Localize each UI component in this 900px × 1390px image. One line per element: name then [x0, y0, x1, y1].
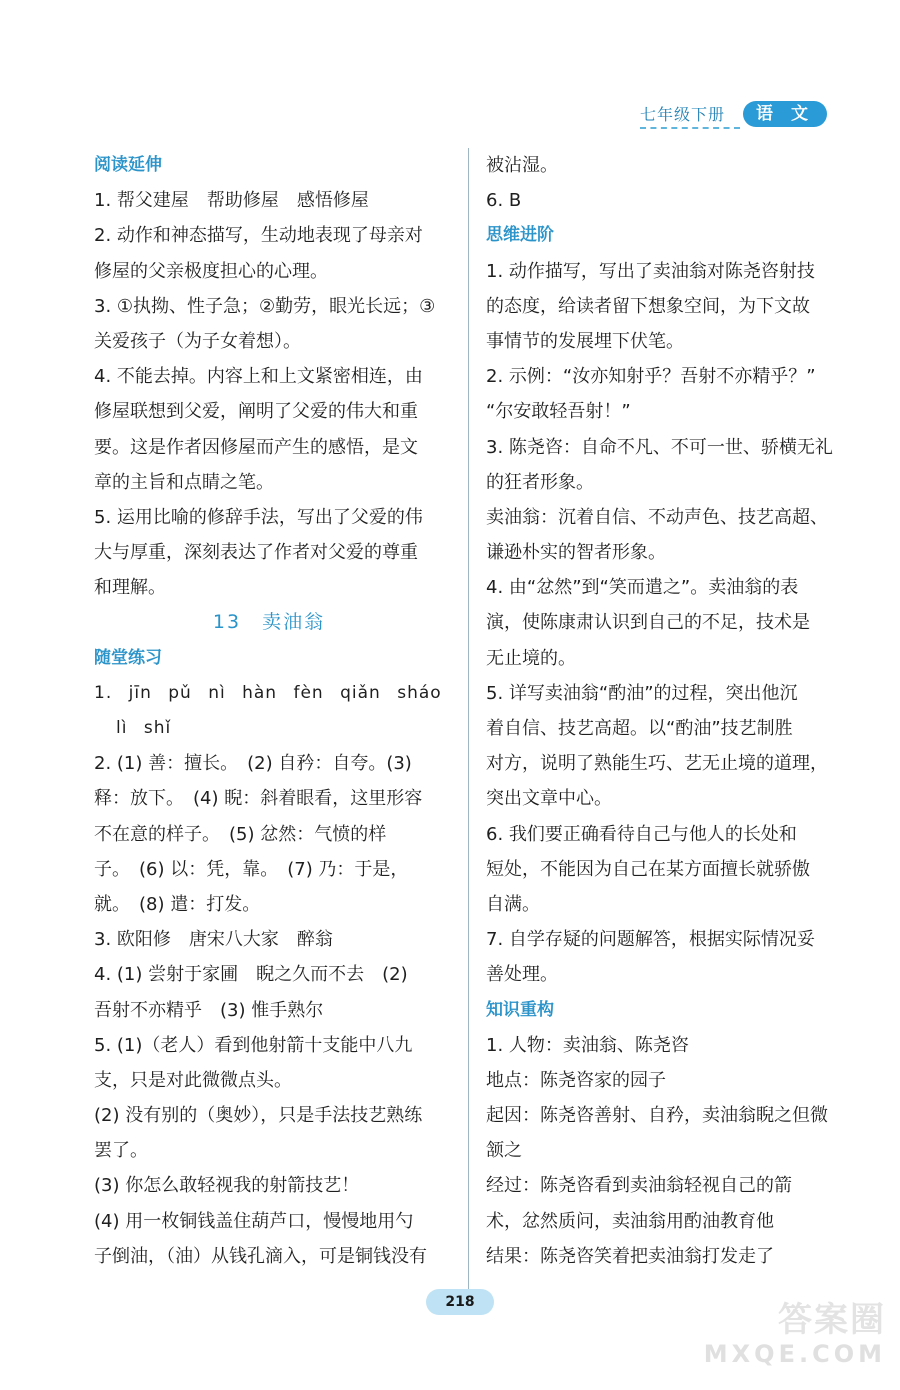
answer-line: 和理解。 [94, 577, 166, 599]
answer-line: 事情节的发展埋下伏笔。 [486, 330, 684, 352]
answer-line: 子倒油，（油）从钱孔滴入，可是铜钱没有 [94, 1245, 427, 1267]
watermark-url: MXQE.COM [703, 1340, 886, 1368]
answer-line: 2. (1) 善：擅长。 (2) 自矜：自夸。(3) [94, 753, 412, 775]
answer-line: 不在意的样子。 (5) 忿然：气愤的样 [94, 823, 387, 845]
knowledge-answers [486, 1028, 836, 1274]
answer-line: (2) 没有别的（奥妙），只是手法技艺熟练 [94, 1105, 423, 1127]
section-heading-knowledge: 知识重构 [486, 999, 554, 1020]
answer-line: 自满。 [486, 893, 540, 915]
answer-line: 5. 运用比喻的修辞手法，写出了父爱的伟 [94, 506, 423, 528]
continued-answers [486, 148, 836, 218]
answer-line: 修屋的父亲极度担心的心理。 [94, 260, 328, 282]
answer-line: 4. (1) 尝射于家圃 睨之久而不去 (2) [94, 964, 408, 986]
answer-line: 3. 陈尧咨：自命不凡、不可一世、骄横无礼 [486, 436, 833, 458]
answer-line: 经过：陈尧咨看到卖油翁轻视自己的箭 [486, 1175, 792, 1197]
answer-line: 罢了。 [94, 1140, 148, 1162]
answer-line: 术，忿然质问，卖油翁用酌油教育他 [486, 1210, 774, 1232]
answer-line: 7. 自学存疑的问题解答，根据实际情况妥 [486, 929, 815, 951]
answer-line: 5. (1)（老人）看到他射箭十支能中八九 [94, 1034, 413, 1056]
answer-line: 3. 欧阳修 唐宋八大家 醉翁 [94, 929, 333, 951]
answer-line: 颔之 [486, 1140, 522, 1162]
answer-line: 关爱孩子（为子女着想）。 [94, 330, 301, 352]
answer-line: 3. ①执拗、性子急；②勤劳，眼光长远；③ [94, 295, 436, 317]
answer-line: 谦逊朴实的智者形象。 [486, 542, 666, 564]
section-heading-practice: 随堂练习 [94, 647, 162, 668]
answer-line: 修屋联想到父爱，阐明了父爱的伟大和重 [94, 401, 418, 423]
answer-line: 2. 示例：“汝亦知射乎？吾射不亦精乎？” [486, 366, 816, 388]
answer-line: 1. 人物：卖油翁、陈尧咨 [486, 1034, 689, 1056]
answer-line: 的狂者形象。 [486, 471, 594, 493]
answer-line: 善处理。 [486, 964, 558, 986]
practice-answers [94, 746, 444, 1274]
answer-line: 着自信、技艺高超。以“酌油”技艺制胜 [486, 718, 793, 739]
answer-line: (3) 你怎么敢轻视我的射箭技艺！ [94, 1175, 360, 1197]
watermark-logo [704, 1300, 886, 1368]
answer-line: 1. 帮父建屋 帮助修屋 感悟修屋 [94, 190, 369, 212]
answer-line: 地点：陈尧咨家的园子 [486, 1069, 666, 1091]
answer-line: 章的主旨和点睛之笔。 [94, 471, 274, 493]
answer-line: “尔安敢轻吾射！” [486, 401, 631, 423]
answer-line: 大与厚重，深刻表达了作者对父爱的尊重 [94, 542, 418, 564]
answer-line: 演，使陈康肃认识到自己的不足，技术是 [486, 612, 810, 634]
answer-line: 4. 由“忿然”到“笑而遣之”。卖油翁的表 [486, 577, 799, 599]
thinking-answers [486, 254, 836, 993]
answer-line: 吾射不亦精乎 (3) 惟手熟尔 [94, 999, 324, 1021]
answer-line: 起因：陈尧咨善射、自矜，卖油翁睨之但微 [486, 1105, 828, 1127]
right-column [486, 148, 836, 1274]
answer-line: 6. 我们要正确看待自己与他人的长处和 [486, 823, 797, 845]
answer-line: 6. B [486, 190, 522, 212]
subject-badge: 语 文 [743, 101, 827, 127]
header-dash-divider [640, 127, 740, 129]
pinyin-answer-line: lì shǐ [116, 718, 172, 738]
answer-line: 卖油翁：沉着自信、不动声色、技艺高超、 [486, 506, 828, 528]
pinyin-answer-line: 1. jīn pǔ nì hàn fèn qiǎn sháo [94, 682, 442, 703]
answer-line: 释：放下。 (4) 睨：斜着眼看，这里形容 [94, 788, 423, 810]
left-column [94, 148, 444, 1274]
section-heading-thinking: 思维进阶 [486, 225, 554, 246]
answer-line: 被沾湿。 [486, 155, 558, 176]
answer-line: 结果：陈尧咨笑着把卖油翁打发走了 [486, 1245, 774, 1267]
answer-line: 就。 (8) 遣：打发。 [94, 893, 261, 915]
answer-line: 短处，不能因为自己在某方面擅长就骄傲 [486, 858, 810, 880]
page-number: 218 [426, 1289, 494, 1315]
chapter-title: 13 卖油翁 [212, 611, 326, 634]
answer-line: 支，只是对此微微点头。 [94, 1069, 292, 1091]
answer-line: 无止境的。 [486, 647, 576, 669]
reading-answers [94, 183, 444, 605]
answer-line: 1. 动作描写，写出了卖油翁对陈尧咨射技 [486, 260, 815, 282]
answer-line: 4. 不能去掉。内容上和上文紧密相连，由 [94, 366, 423, 388]
answer-line: 2. 动作和神态描写，生动地表现了母亲对 [94, 225, 423, 247]
answer-line: (4) 用一枚铜钱盖住葫芦口，慢慢地用勺 [94, 1210, 414, 1232]
watermark-text: 答案圈 [778, 1300, 886, 1340]
answer-line: 要。这是作者因修屋而产生的感悟，是文 [94, 436, 418, 458]
column-divider [468, 148, 469, 1298]
answer-line: 5. 详写卖油翁“酌油”的过程，突出他沉 [486, 682, 798, 704]
answer-line: 的态度，给读者留下想象空间，为下文故 [486, 295, 810, 317]
answer-line: 子。 (6) 以：凭，靠。 (7) 乃：于是， [94, 858, 409, 880]
answer-line: 对方，说明了熟能生巧、艺无止境的道理， [486, 753, 828, 775]
grade-label: 七年级下册 [640, 105, 726, 124]
answer-line: 突出文章中心。 [486, 788, 612, 810]
section-heading-reading: 阅读延伸 [94, 155, 162, 175]
